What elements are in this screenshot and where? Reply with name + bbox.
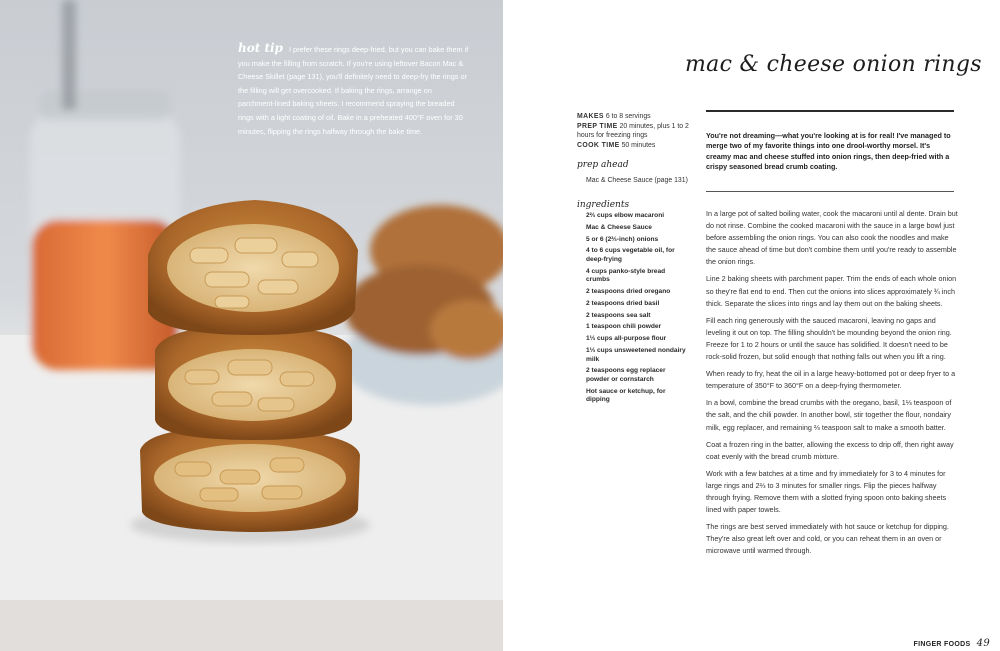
- hot-tip-label: hot tip: [238, 41, 283, 55]
- recipe-title: mac & cheese onion rings: [685, 52, 982, 77]
- stacked-rings: [130, 200, 370, 543]
- page-footer: [914, 638, 990, 649]
- intro-rule: [706, 191, 954, 192]
- prep-ahead-item: Mac & Cheese Sauce (page 131): [586, 177, 688, 184]
- ingredient-item: 1 teaspoon chili powder: [586, 323, 662, 331]
- step-paragraph: In a bowl, combine the bread crumbs with the oregano, basil, 1⅓ teaspoon of the salt, and the chili powder. In another bowl, stir together the flour, nondairy milk, egg replacer, and remaining ⅔ teaspoon salt to make a smooth batter.: [706, 398, 952, 432]
- step-paragraph: The rings are best served immediately with hot sauce or ketchup for dipping. They're also great left over and cold, or you can reheat them in an oven or microwave until warmed through.: [706, 522, 949, 556]
- ingredient-item: Mac & Cheese Sauce: [586, 223, 652, 231]
- recipe-page: [503, 0, 1000, 651]
- title-rule: [706, 110, 954, 112]
- ingredient-item: 2 teaspoons dried basil: [586, 299, 660, 307]
- ingredient-item: 2 teaspoons dried oregano: [586, 288, 671, 296]
- page-number: 49: [976, 638, 990, 649]
- makes-value: 6 to 8 servings: [605, 113, 651, 120]
- recipe-intro: You're not dreaming—what you're looking at is for real! I've managed to merge two of my favorite things into one drool-worthy morsel. It's creamy mac and cheese stuffed into onion rings, then deep-fried with a crispy seasoned bread crumb coating.: [706, 131, 951, 172]
- step-paragraph: Line 2 baking sheets with parchment paper. Trim the ends of each whole onion so they're flat end to end. Then cut the onions into slices approximately ¾ inch thick. Separate the slices into rings and lay them out on the baking sheets.: [706, 274, 957, 308]
- hot-tip-text: I prefer these rings deep-fried, but you can bake them if you make the filling from scratch. If you're using leftover Bacon Mac & Cheese Skillet (page 131), you'll definitely need to deep-fry the rings or the filling will get overcooked. If baking the rings, arrange on parchment-lined baking sheets. I recommend spraying the breaded rings with a light coating of oil. Bake in a preheated 400°F oven for 30 minutes, flipping the rings halfway through the bake time.: [238, 45, 469, 136]
- ingredients-heading: ingredients: [577, 200, 630, 210]
- prep-time-line: [577, 122, 689, 141]
- cook-time-line: [577, 141, 689, 151]
- makes-line: [577, 112, 689, 122]
- cook-time-label: COOK TIME: [577, 141, 620, 149]
- ingredient-item: 4 to 6 cups vegetable oil, for deep-frying: [586, 247, 675, 263]
- step-paragraph: Coat a frozen ring in the batter, allowing the excess to drip off, then right away coat evenly with the bread crumb mixture.: [706, 439, 954, 461]
- ingredients-list: [586, 212, 690, 408]
- hot-tip: [238, 42, 470, 138]
- ingredient-item: 1⅓ cups unsweetened nondairy milk: [586, 347, 686, 363]
- background-plate: [340, 205, 503, 405]
- step-paragraph: Work with a few batches at a time and fry immediately for 3 to 4 minutes for large rings and 2⅔ to 3 minutes for smaller rings. Flip the pieces halfway through frying. Remove them with a slotted frying spoon onto baking sheets lined with paper towels.: [706, 468, 947, 515]
- table-edge: [0, 600, 503, 651]
- step-paragraph: Fill each ring generously with the sauced macaroni, leaving no gaps and leveling it out on top. The filling shouldn't be mounding beyond the onion ring. Freeze for 1 to 2 hours or until the sauce has solidified. It doesn't need to be rock-solid frozen, but solid enough that nothing falls out when you lift a ring.: [706, 315, 952, 362]
- makes-label: MAKES: [577, 113, 604, 120]
- step-paragraph: When ready to fry, heat the oil in a large heavy-bottomed pot or deep fryer to a temperature of 350°F to 360°F on a deep-frying thermometer.: [706, 369, 956, 391]
- ingredient-item: 2 teaspoons egg replacer powder or cornstarch: [586, 367, 666, 383]
- ingredient-item: 4 cups panko-style bread crumbs: [586, 267, 666, 284]
- section-name: FINGER FOODS: [913, 641, 971, 648]
- ingredient-item: 2⅔ cups elbow macaroni: [586, 212, 665, 219]
- ingredient-item: 1⅓ cups all-purpose flour: [586, 335, 667, 343]
- ingredient-item: 5 or 6 (2⅔-inch) onions: [586, 235, 659, 243]
- recipe-meta: [577, 112, 689, 150]
- step-paragraph: In a large pot of salted boiling water, cook the macaroni until al dente. Drain but do not rinse. Combine the cooked macaroni with the sauce in a large bowl just before assembling the onion rings. You can also cook the noodles and make the sauce ahead of time but don't combine them until you're ready to assemble the onion rings.: [706, 209, 958, 267]
- ingredient-item: Hot sauce or ketchup, for dipping: [586, 387, 666, 404]
- ingredient-item: 2 teaspoons sea salt: [586, 311, 651, 319]
- recipe-steps: [706, 208, 958, 562]
- cook-time-value: 50 minutes: [621, 141, 656, 149]
- prep-time-value: 20 minutes, plus 1 to 2 hours for freezing rings: [577, 122, 689, 140]
- prep-time-label: PREP TIME: [577, 122, 618, 130]
- prep-ahead-heading: prep ahead: [577, 160, 629, 170]
